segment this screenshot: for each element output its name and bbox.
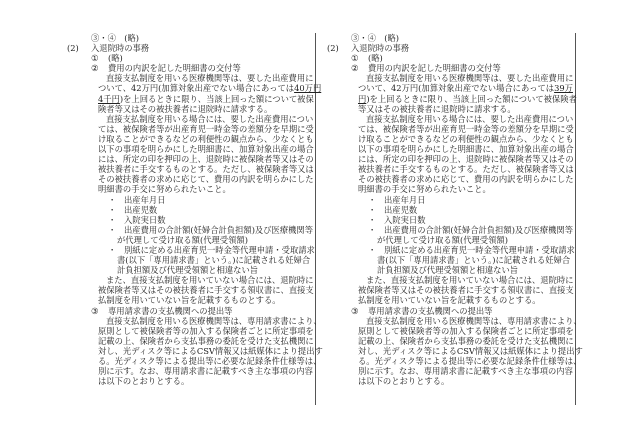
item-3-4-omitted: ③・④ (略) <box>91 33 139 43</box>
list-item <box>108 244 315 276</box>
section-title: 入退院時の事務 <box>351 43 410 54</box>
list-item <box>368 194 574 205</box>
item-number: ③ <box>351 305 359 316</box>
item-number: ③ <box>91 305 99 316</box>
paragraph-text: )を上回るときに限り、当該上回った額について被保 険者等又はその被扶養者に退院時に請求する。 <box>98 93 314 114</box>
section-title: 入退院時の事務 <box>91 43 150 54</box>
bullet-icon: ・ <box>108 194 117 205</box>
paragraph-statement: 直接支払制度を用いる場合には、要した出産費用につい ては、被保険者等が出産育児一時金等の差額分を早期に受 け取ることができるなどの利便性の観点から、少なくとも 以下の事項を明らかにした明細書に、加算対象出産の場合 には、所定の印を押印の上、退院時に被保険者等又はその 被扶養者に手交するものとする。ただし、被保険者等又は その被扶養者の求めに応じて、費用の内訳を明らかにした 明細書の手交に努められたいこと。 <box>358 113 574 195</box>
list-item-text: 出産児数 <box>384 204 418 215</box>
column-current <box>60 33 323 387</box>
list-item-text: 出産児数 <box>124 204 158 215</box>
amended-amount: 39万 円 <box>358 83 573 104</box>
item-title: 費用の内訳を記した明細書の交付等 <box>368 63 501 74</box>
bullet-icon: ・ <box>368 204 377 215</box>
paragraph-submission: 直接支払制度を用いる医療機関等は、専用請求書により、 原則として被保険者等の加入する保険者ごとに所定事項を 記載の上、保険者から支払事務の委託を受けた支払機関に 対し、光ディスク等によるCSV情報又は紙媒体により提出す る。光ディスク等による提出等に必要な記録条件仕様等は、 別に示す。なお、専用請求書に記載すべき主な事項の内容 は以下のとおりとする。 <box>358 315 583 387</box>
item-text: (略) <box>368 53 383 64</box>
bullet-icon: ・ <box>368 214 377 225</box>
section-number: (2) <box>327 43 339 54</box>
list-item-text: 出産年月日 <box>124 194 166 205</box>
list-item <box>108 224 314 245</box>
paragraph-receipt: また、直接支払制度を用いていない場合には、退院時に 被保険者等又はその被扶養者に手交する領収書に、直接支 払制度を用いていない旨を記載するものとする。 <box>358 275 574 306</box>
bullet-icon: ・ <box>108 244 117 255</box>
list-item <box>108 204 314 215</box>
bullet-icon: ・ <box>368 194 377 205</box>
list-item-text: 出産費用の合計額(妊婦合計負担額)及び医療機関等 が代理して受け取る額(代理受領額) <box>117 224 314 245</box>
list-item <box>108 214 314 225</box>
item-3-heading <box>320 306 574 316</box>
item-3-heading <box>60 306 314 316</box>
paragraph-text: 直接支払制度を用いる医療機関等は、要した出産費用に ついて、42万円(加算対象出産でない場合にあっては <box>98 73 314 94</box>
paragraph-receipt: また、直接支払制度を用いていない場合には、退院時に 被保険者等又はその被扶養者に手交する領収書に、直接支 払制度を用いていない旨を記載するものとする。 <box>98 275 314 306</box>
list-item <box>368 214 574 225</box>
item-1-heading <box>320 53 574 63</box>
item-3-4-omitted: ③・④ (略) <box>351 33 399 43</box>
item-1-heading <box>60 53 314 63</box>
item-number: ① <box>351 53 359 64</box>
amended-amount: 40万円 4千円 <box>98 83 322 104</box>
list-item <box>368 244 575 276</box>
list-item-text: 別紙に定める出産育児一時金等代理申請・受取請求 書(以下「専用請求書」という。)に記載される妊婦合 計負担額及び代理受領額と相違ない旨 <box>377 244 575 276</box>
item-number: ② <box>91 63 99 74</box>
list-item-text: 出産年月日 <box>384 194 426 205</box>
section-number: (2) <box>67 43 79 54</box>
bullet-icon: ・ <box>108 224 117 235</box>
item-number: ① <box>91 53 99 64</box>
paragraph-billing <box>358 73 577 114</box>
paragraph-submission: 直接支払制度を用いる医療機関等は、専用請求書により、 原則として被保険者等の加入する保険者ごとに所定事項を 記載の上、保険者から支払事務の委託を受けた支払機関に 対し、光ディスク等によるCSV情報又は紙媒体により提出す る。光ディスク等による提出等に必要な記録条件仕様等は、 別に示す。なお、専用請求書に記載すべき主な事項の内容 は以下のとおりとする。 <box>98 315 323 387</box>
bullet-icon: ・ <box>368 244 377 255</box>
list-item-text: 別紙に定める出産育児一時金等代理申請・受取請求 書(以下「専用請求書」という。)に記載される妊婦合 計負担額及び代理受領額と相違ない旨 <box>117 244 315 276</box>
list-item-text: 入院実日数 <box>384 214 426 225</box>
item-number: ② <box>351 63 359 74</box>
item-title: 費用の内訳を記した明細書の交付等 <box>108 63 241 74</box>
bullet-icon: ・ <box>368 224 377 235</box>
item-text: (略) <box>108 53 123 64</box>
list-item <box>108 194 314 205</box>
list-item <box>368 224 574 245</box>
item-title: 専用請求書の支払機関への提出等 <box>108 305 233 316</box>
column-revised <box>320 33 583 387</box>
paragraph-text: 直接支払制度を用いる医療機関等は、要した出産費用に ついて、42万円(加算対象出産でない場合にあっては <box>358 73 574 94</box>
list-item-text: 入院実日数 <box>124 214 166 225</box>
paragraph-billing <box>98 73 322 114</box>
item-2-heading <box>60 63 314 73</box>
item-title: 専用請求書の支払機関への提出等 <box>368 305 493 316</box>
section-2-heading <box>60 43 314 53</box>
bullet-icon: ・ <box>108 214 117 225</box>
list-item-text: 出産費用の合計額(妊婦合計負担額)及び医療機関等 が代理して受け取る額(代理受領額) <box>377 224 574 245</box>
list-item <box>368 204 574 215</box>
paragraph-text: )を上回るときに限り、当該上回った額について被保険者 等又はその被扶養者に退院時に請求する。 <box>358 93 577 114</box>
paragraph-statement: 直接支払制度を用いる場合には、要した出産費用につい ては、被保険者等が出産育児一時金等の差額分を早期に受 け取ることができるなどの利便性の観点から、少なくとも 以下の事項を明らかにした明細書に、加算対象出産の場合 には、所定の印を押印の上、退院時に被保険者等又はその 被扶養者に手交するものとする。ただし、被保険者等又は その被扶養者の求めに応じて、費用の内訳を明らかにした 明細書の手交に努められたいこと。 <box>98 113 314 195</box>
bullet-icon: ・ <box>108 204 117 215</box>
section-2-heading <box>320 43 574 53</box>
item-2-heading <box>320 63 574 73</box>
